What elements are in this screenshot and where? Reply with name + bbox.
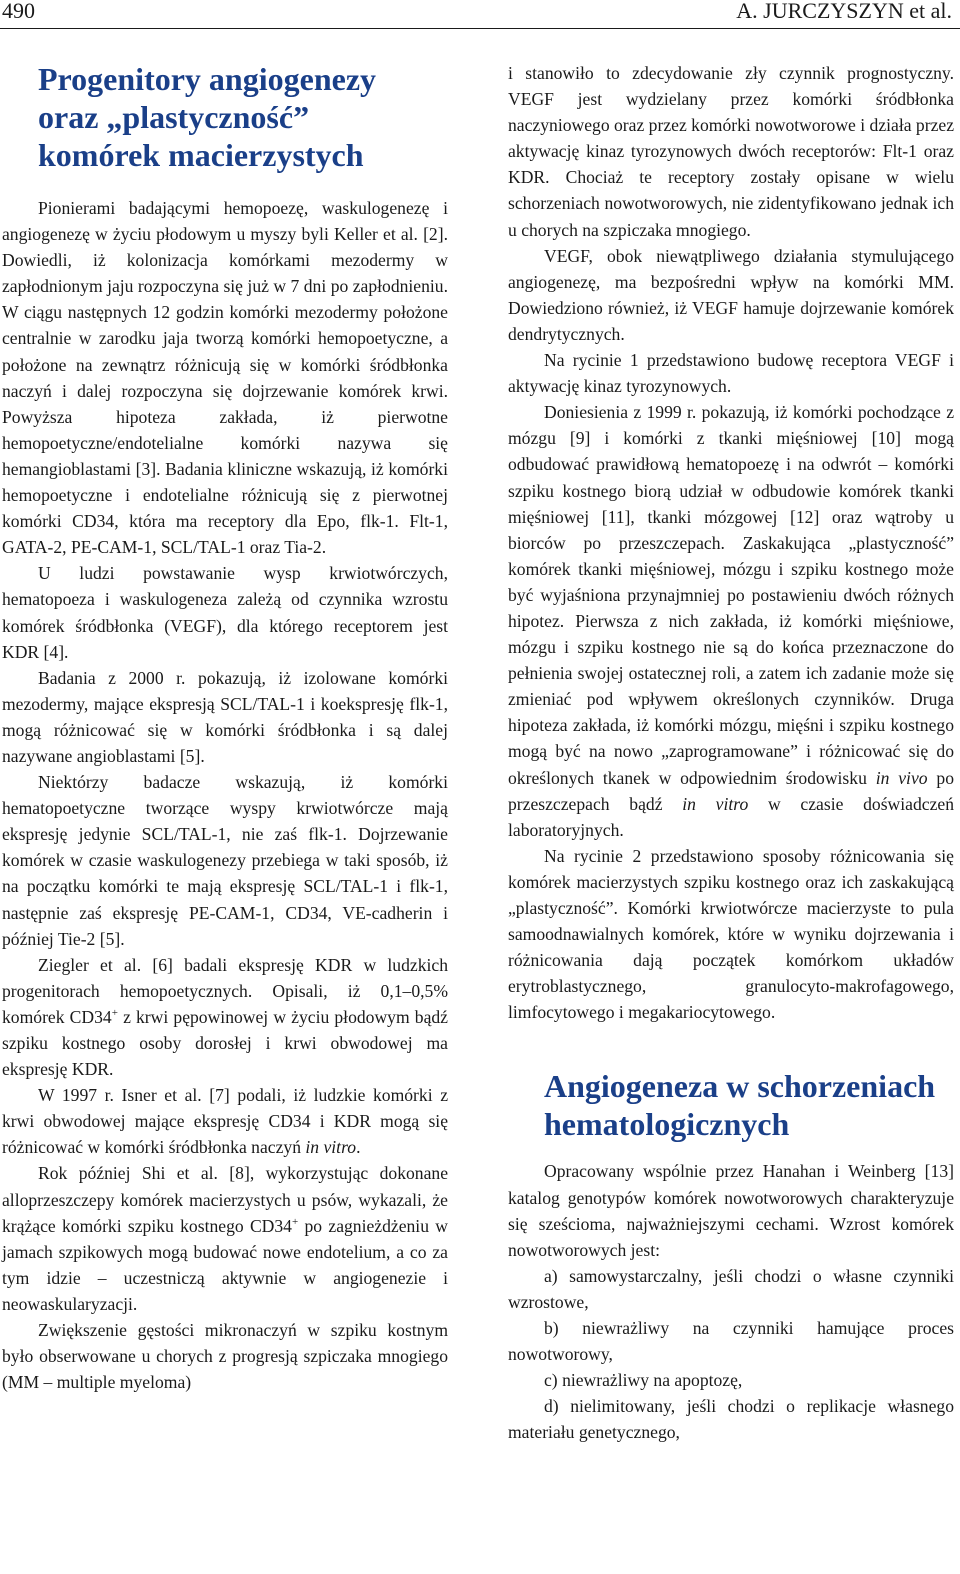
list-item: a) samowystarczalny, jeśli chodzi o własne czynniki wzrostowe,: [508, 1265, 954, 1312]
section-heading-progenitors: Progenitory angiogenezy oraz „plastyczność” komórek macierzystych: [38, 61, 377, 173]
paragraph-continued: i stanowiło to zdecydowanie zły czynnik prognostyczny. VEGF jest wydzielany przez komórki śródbłonka naczyniowego oraz przez komórki nowotworowe i działa przez aktywację kinaz tyrozynowych dwóch receptorów: Flt-1 oraz KDR. Chociaż te receptory zostały opisane w wielu schorzeniach nowotworowych, nie zidentyfikowano jednak ich u chorych na szpiczaka mnogiego.: [508, 63, 955, 240]
paragraph: Ziegler et al. [6] badali ekspresję KDR w ludzkich progenitorach hemopoetycznych. Opisali, iż 0,1–0,5% komórek CD34+ z krwi pępowinowej w życiu płodowym bądź szpiku kostnego osoby dorosłej i krwi obwodowej ma ekspresję KDR.: [2, 954, 448, 1080]
running-head-authors: A. JURCZYSZYN et al.: [736, 0, 952, 23]
paragraph: Na rycinie 1 przedstawiono budowę receptora VEGF i aktywację kinaz tyrozynowych.: [508, 350, 954, 397]
section-heading-angiogenesis: Angiogeneza w schorzeniach hematologicznych: [544, 1068, 936, 1143]
right-column: [508, 60, 954, 1446]
page-number: 490: [2, 0, 35, 23]
paragraph: VEGF, obok niewątpliwego działania stymulującego angiogenezę, ma bezpośredni wpływ na komórki MM. Dowiedziono również, iż VEGF hamuje dojrzewanie komórek dendrytycznych.: [508, 245, 954, 344]
list-item: b) niewrażliwy na czynniki hamujące proces nowotworowy,: [508, 1318, 954, 1365]
list-item: d) nielimitowany, jeśli chodzi o replikacje własnego materiału genetycznego,: [508, 1396, 954, 1443]
header-rule: [0, 28, 960, 29]
paragraph: Opracowany wspólnie przez Hanahan i Weinberg [13] katalog genotypów komórek nowotworowych charakteryzuje się sześcioma, najważniejszymi cechami. Wzrost komórek nowotworowych jest:: [508, 1161, 954, 1260]
paragraph: U ludzi powstawanie wysp krwiotwórczych, hematopoeza i waskulogeneza zależą od czynnika wzrostu komórek śródbłonka (VEGF), dla którego receptorem jest KDR [4].: [2, 563, 448, 662]
paragraph: Zwiększenie gęstości mikronaczyń w szpiku kostnym było obserwowane u chorych z progresją szpiczaka mnogiego (MM – multiple myeloma): [2, 1320, 448, 1393]
left-column: [2, 60, 448, 1395]
paragraph: Na rycinie 2 przedstawiono sposoby różnicowania się komórek macierzystych szpiku kostnego oraz ich zaskakującą „plastyczność”. Komórki krwiotwórcze macierzyste to pula samoodnawialnych komórek, które w wyniku dojrzewania i różnicowania dają początek komórkom układów erytroblastycznego, granulocyto-makrofagowego, limfocytowego i megakariocytowego.: [508, 845, 954, 1023]
paragraph: Niektórzy badacze wskazują, iż komórki hematopoetyczne tworzące wyspy krwiotwórcze mają ekspresję jedynie SCL/TAL-1, nie zaś flk-1. Dojrzewanie komórek w czasie waskulogenezy przebiega w taki sposób, iż na początku komórki te mają ekspresję SCL/TAL-1 i flk-1, następnie zaś ekspresję PE-CAM-1, CD34, VE-cadherin i później Tie-2 [5].: [2, 772, 448, 949]
paragraph: Badania z 2000 r. pokazują, iż izolowane komórki mezodermy, mające ekspresją SCL/TAL-1 i koekspresję flk-1, mogą różnicować się w komórki śródbłonka i są dalej nazywane angioblastami [5].: [2, 667, 448, 766]
paragraph: Doniesienia z 1999 r. pokazują, iż komórki pochodzące z mózgu [9] i komórki z tkanki mięśniowej [10] mogą odbudować prawidłową hematopoezę i na odwrót – komórki szpiku kostnego biorą udział w odbudowie komórek tkanki mięśniowej [11], tkanki mózgowej [12] oraz wątroby u biorców po przeszczepach. Zaskakująca „plastyczność” komórek tkanki mięśniowej, mózgu i szpiku kostnego może być wyjaśniona przynajmniej po postawieniu dwóch różnych hipotez. Pierwsza z nich zakłada, iż komórki mięśniowe, mózgu i szpiku kostnego nie są do końca przeznaczone do pełnienia swojej ostatecznej roli, a zatem ich zadanie może się zmieniać pod wpływem określonych czynników. Druga hipoteza zakłada, iż komórki mózgu, mięśni i szpiku kostnego mogą być na nowo „zaprogramowane” i różnicować się do określonych tkanek w odpowiednim środowisku in vivo po przeszczepach bądź in vitro w czasie doświadczeń laboratoryjnych.: [508, 402, 955, 840]
paragraph: Rok później Shi et al. [8], wykorzystując dokonane alloprzeszczepy komórek macierzystych u psów, wykazali, że krążące komórki szpiku kostnego CD34+ po zagnieżdżeniu w jamach szpikowych mogą budować nowe endotelium, a co za tym idzie – uczestniczą aktywnie w angiogenezie i neowaskularyzacji.: [2, 1163, 448, 1314]
page-header: [0, 0, 960, 32]
paragraph: Pionierami badającymi hemopoezę, waskulogenezę i angiogenezę w życiu płodowym u myszy byli Keller et al. [2]. Dowiedli, iż kolonizacja komórkami mezodermy w zapłodnionym jaju rozpoczyna się już w 7 dni po zapłodnieniu. W ciągu następnych 12 godzin komórki mezodermy położone centralnie w zarodku jaja tworzą komórki hemopoetyczne, a położone na zewnątrz różnicują się w komórki śródbłonka naczyń i dalej rozpoczyna się dojrzewanie komórek krwi. Powyższa hipoteza zakłada, iż pierwotne hemopoetyczne/endotelialne komórki nazywa się hemangioblastami [3]. Badania kliniczne wskazują, iż komórki hemopoetyczne i endotelialne różnicują się z pierwotnej komórki CD34, która ma receptory dla Epo, flk-1. Flt-1, GATA-2, PE-CAM-1, SCL/TAL-1 oraz Tia-2.: [2, 198, 448, 558]
paragraph: W 1997 r. Isner et al. [7] podali, iż ludzkie komórki z krwi obwodowej mające ekspresję CD34 i KDR mogą się różnicować w komórki śródbłonka naczyń in vitro.: [2, 1085, 448, 1158]
list-item: c) niewrażliwy na apoptozę,: [544, 1370, 743, 1391]
